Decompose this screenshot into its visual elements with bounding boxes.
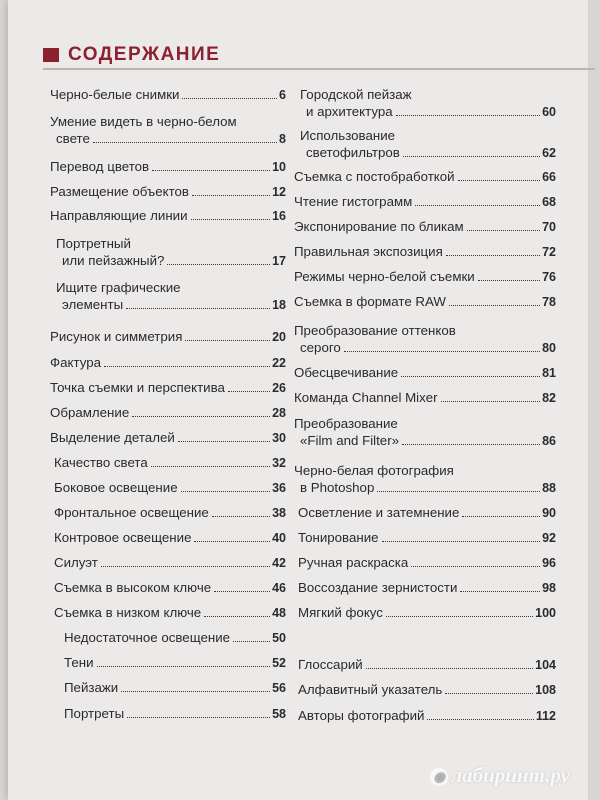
toc-entry bbox=[56, 279, 286, 314]
dot-leader bbox=[97, 666, 271, 667]
toc-entry bbox=[50, 354, 286, 372]
toc-entry-title: Ищите графические bbox=[56, 280, 181, 295]
page-title: СОДЕРЖАНИЕ bbox=[68, 44, 221, 65]
header-divider bbox=[43, 68, 595, 70]
toc-entry-title: свете bbox=[56, 131, 90, 146]
dot-leader bbox=[178, 441, 270, 442]
toc-entry bbox=[50, 183, 286, 201]
dot-leader bbox=[446, 255, 540, 256]
toc-entry-title: Размещение объектов bbox=[50, 184, 189, 199]
toc-entry bbox=[298, 656, 556, 674]
toc-page-number: 36 bbox=[272, 481, 286, 495]
toc-entry bbox=[298, 681, 556, 699]
toc-entry bbox=[294, 168, 556, 186]
toc-page-number: 20 bbox=[272, 330, 286, 344]
toc-page-number: 88 bbox=[542, 481, 556, 495]
toc-entry bbox=[294, 193, 556, 211]
dot-leader bbox=[214, 591, 270, 592]
toc-page-number: 86 bbox=[542, 434, 556, 448]
toc-entry bbox=[54, 604, 286, 622]
toc-entry-title: серого bbox=[300, 340, 341, 355]
dot-leader bbox=[458, 180, 541, 181]
dot-leader bbox=[344, 351, 540, 352]
toc-entry bbox=[298, 707, 556, 725]
toc-entry bbox=[294, 243, 556, 261]
toc-entry bbox=[64, 654, 286, 672]
toc-entry-title: Перевод цветов bbox=[50, 159, 150, 174]
toc-page-number: 81 bbox=[542, 366, 556, 380]
dot-leader bbox=[467, 230, 540, 231]
toc-entry-title: Тонирование bbox=[298, 530, 379, 545]
toc-entry-title: Обрамление bbox=[50, 405, 130, 420]
toc-page-number: 66 bbox=[542, 170, 556, 184]
dot-leader bbox=[366, 668, 533, 669]
dot-leader bbox=[194, 541, 270, 542]
toc-entry bbox=[54, 579, 286, 597]
toc-entry-title: Команда Channel Mixer bbox=[294, 390, 438, 405]
toc-entry bbox=[300, 127, 556, 162]
toc-entry-title: Преобразование оттенков bbox=[294, 323, 456, 338]
toc-page-number: 12 bbox=[272, 185, 286, 199]
dot-leader bbox=[386, 616, 533, 617]
toc-entry-title: элементы bbox=[62, 297, 124, 312]
toc-page-number: 38 bbox=[272, 506, 286, 520]
toc-page-number: 32 bbox=[272, 456, 286, 470]
toc-page-number: 60 bbox=[542, 105, 556, 119]
dot-leader bbox=[167, 264, 270, 265]
toc-page-number: 40 bbox=[272, 531, 286, 545]
watermark bbox=[430, 763, 570, 788]
toc-entry bbox=[294, 364, 556, 382]
toc-entry-title: Боковое освещение bbox=[54, 480, 178, 495]
toc-page-number: 70 bbox=[542, 220, 556, 234]
toc-entry-title: Чтение гистограмм bbox=[294, 194, 413, 209]
book-page bbox=[8, 0, 588, 800]
toc-entry-title: Качество света bbox=[54, 455, 148, 470]
toc-entry-title: Съемка с постобработкой bbox=[294, 169, 455, 184]
dot-leader bbox=[132, 416, 270, 417]
toc-entry-title: Направляющие линии bbox=[50, 208, 188, 223]
toc-entry-title: Авторы фотографий bbox=[298, 708, 425, 723]
dot-leader bbox=[445, 693, 533, 694]
toc-entry-title: Фактура bbox=[50, 355, 101, 370]
dot-leader bbox=[396, 115, 540, 116]
dot-leader bbox=[121, 691, 270, 692]
dot-leader bbox=[185, 340, 270, 341]
toc-page-number: 42 bbox=[272, 556, 286, 570]
toc-page-number: 112 bbox=[535, 709, 556, 723]
toc-page-number: 108 bbox=[535, 683, 556, 697]
toc-page-number: 78 bbox=[542, 295, 556, 309]
toc-entry bbox=[294, 293, 556, 311]
toc-entry-title: Режимы черно-белой съемки bbox=[294, 269, 475, 284]
dot-leader bbox=[104, 366, 270, 367]
toc-entry-title: Пейзажи bbox=[64, 680, 119, 695]
toc-page-number: 10 bbox=[272, 160, 286, 174]
toc-page-number: 22 bbox=[272, 356, 286, 370]
toc-entry-title: Рисунок и симметрия bbox=[50, 329, 183, 344]
toc-page-number: 58 bbox=[272, 707, 286, 721]
toc-entry bbox=[54, 529, 286, 547]
toc-entry bbox=[298, 554, 556, 572]
toc-page-number: 26 bbox=[272, 381, 286, 395]
toc-page-number: 92 bbox=[542, 531, 556, 545]
dot-leader bbox=[152, 170, 270, 171]
toc-entry bbox=[50, 379, 286, 397]
toc-entry-title: Экспонирование по бликам bbox=[294, 219, 464, 234]
toc-entry bbox=[298, 579, 556, 597]
toc-entry bbox=[50, 404, 286, 422]
toc-page-number: 72 bbox=[542, 245, 556, 259]
toc-entry-title: Съемка в низком ключе bbox=[54, 605, 202, 620]
toc-page-number: 48 bbox=[272, 606, 286, 620]
toc-page-number: 80 bbox=[542, 341, 556, 355]
labirint-logo-icon: ◉ bbox=[430, 768, 448, 786]
toc-entry-title: Контровое освещение bbox=[54, 530, 192, 545]
dot-leader bbox=[441, 401, 540, 402]
toc-entry bbox=[54, 554, 286, 572]
toc-entry bbox=[294, 322, 556, 357]
toc-page-number: 6 bbox=[279, 88, 286, 102]
toc-page-number: 16 bbox=[272, 209, 286, 223]
toc-entry-title: Алфавитный указатель bbox=[298, 682, 443, 697]
toc-entry-title: и архитектура bbox=[306, 104, 393, 119]
watermark-text: лабиринт.ру bbox=[451, 763, 570, 787]
dot-leader bbox=[93, 142, 277, 143]
toc-page-number: 76 bbox=[542, 270, 556, 284]
toc-entry-title: Портреты bbox=[64, 706, 125, 721]
toc-entry-title: Недостаточное освещение bbox=[64, 630, 231, 645]
toc-entry bbox=[50, 328, 286, 346]
toc-entry bbox=[50, 207, 286, 225]
toc-page-number: 62 bbox=[542, 146, 556, 160]
toc-entry-title: в Photoshop bbox=[300, 480, 375, 495]
dot-leader bbox=[427, 719, 533, 720]
toc-entry-title: Черно-белые снимки bbox=[50, 87, 180, 102]
toc-entry bbox=[294, 462, 556, 497]
toc-entry bbox=[298, 504, 556, 522]
toc-entry bbox=[56, 235, 286, 270]
toc-entry-title: «Film and Filter» bbox=[300, 433, 400, 448]
toc-entry bbox=[294, 218, 556, 236]
toc-entry bbox=[298, 604, 556, 622]
toc-entry bbox=[64, 679, 286, 697]
dot-leader bbox=[382, 541, 541, 542]
toc-entry-title: Точка съемки и перспектива bbox=[50, 380, 225, 395]
toc-page-number: 98 bbox=[542, 581, 556, 595]
toc-page-number: 52 bbox=[272, 656, 286, 670]
toc-entry bbox=[50, 429, 286, 447]
dot-leader bbox=[228, 391, 270, 392]
toc-page-number: 68 bbox=[542, 195, 556, 209]
dot-leader bbox=[233, 641, 270, 642]
dot-leader bbox=[377, 491, 540, 492]
toc-entry-title: Ручная раскраска bbox=[298, 555, 409, 570]
toc-entry bbox=[294, 415, 556, 450]
dot-leader bbox=[191, 219, 271, 220]
toc-entry bbox=[54, 504, 286, 522]
toc-page-number: 28 bbox=[272, 406, 286, 420]
toc-entry-title: Съемка в формате RAW bbox=[294, 294, 446, 309]
toc-entry bbox=[64, 629, 286, 647]
dot-leader bbox=[126, 308, 270, 309]
toc-entry-title: Умение видеть в черно-белом bbox=[50, 114, 237, 129]
toc-entry-title: Воссоздание зернистости bbox=[298, 580, 458, 595]
toc-entry-title: Городской пейзаж bbox=[300, 87, 412, 102]
toc-page-number: 8 bbox=[279, 132, 286, 146]
toc-page-number: 100 bbox=[535, 606, 556, 620]
toc-page-number: 82 bbox=[542, 391, 556, 405]
toc-entry bbox=[50, 113, 286, 148]
toc-entry-title: Осветление и затемнение bbox=[298, 505, 460, 520]
toc-page-number: 96 bbox=[542, 556, 556, 570]
toc-page-number: 104 bbox=[535, 658, 556, 672]
dot-leader bbox=[415, 205, 540, 206]
toc-entry-title: Обесцвечивание bbox=[294, 365, 399, 380]
toc-entry-title: или пейзажный? bbox=[62, 253, 165, 268]
toc-entry bbox=[300, 86, 556, 121]
dot-leader bbox=[478, 280, 540, 281]
dot-leader bbox=[151, 466, 270, 467]
toc-page-number: 50 bbox=[272, 631, 286, 645]
toc-entry-title: Глоссарий bbox=[298, 657, 363, 672]
toc-entry-title: Силуэт bbox=[54, 555, 98, 570]
toc-page-number: 56 bbox=[272, 681, 286, 695]
dot-leader bbox=[101, 566, 270, 567]
dot-leader bbox=[460, 591, 540, 592]
dot-leader bbox=[182, 98, 277, 99]
dot-leader bbox=[411, 566, 540, 567]
header-marker bbox=[43, 48, 59, 62]
toc-page-number: 17 bbox=[272, 254, 286, 268]
dot-leader bbox=[403, 156, 540, 157]
toc-page-number: 30 bbox=[272, 431, 286, 445]
toc-entry bbox=[298, 529, 556, 547]
dot-leader bbox=[127, 717, 270, 718]
dot-leader bbox=[462, 516, 540, 517]
dot-leader bbox=[212, 516, 270, 517]
toc-entry bbox=[50, 86, 286, 104]
toc-entry bbox=[64, 705, 286, 723]
toc-entry bbox=[50, 158, 286, 176]
dot-leader bbox=[181, 491, 271, 492]
toc-page-number: 18 bbox=[272, 298, 286, 312]
toc-entry-title: Тени bbox=[64, 655, 94, 670]
toc-entry-title: Правильная экспозиция bbox=[294, 244, 443, 259]
toc-entry bbox=[54, 479, 286, 497]
toc-entry bbox=[294, 268, 556, 286]
toc-page-number: 90 bbox=[542, 506, 556, 520]
toc-page-number: 46 bbox=[272, 581, 286, 595]
dot-leader bbox=[401, 376, 540, 377]
toc-entry-title: Мягкий фокус bbox=[298, 605, 383, 620]
toc-entry-title: Съемка в высоком ключе bbox=[54, 580, 212, 595]
dot-leader bbox=[204, 616, 270, 617]
contents-header bbox=[43, 44, 220, 66]
toc-entry bbox=[294, 389, 556, 407]
toc-entry-title: Выделение деталей bbox=[50, 430, 175, 445]
dot-leader bbox=[449, 305, 540, 306]
toc-entry-title: Преобразование bbox=[294, 416, 398, 431]
toc-entry-title: Фронтальное освещение bbox=[54, 505, 209, 520]
dot-leader bbox=[402, 444, 540, 445]
toc-entry-title: Портретный bbox=[56, 236, 131, 251]
toc-entry-title: Использование bbox=[300, 128, 396, 143]
dot-leader bbox=[192, 195, 270, 196]
toc-entry bbox=[54, 454, 286, 472]
toc-entry-title: Черно-белая фотография bbox=[294, 463, 454, 478]
toc-entry-title: светофильтров bbox=[306, 145, 400, 160]
